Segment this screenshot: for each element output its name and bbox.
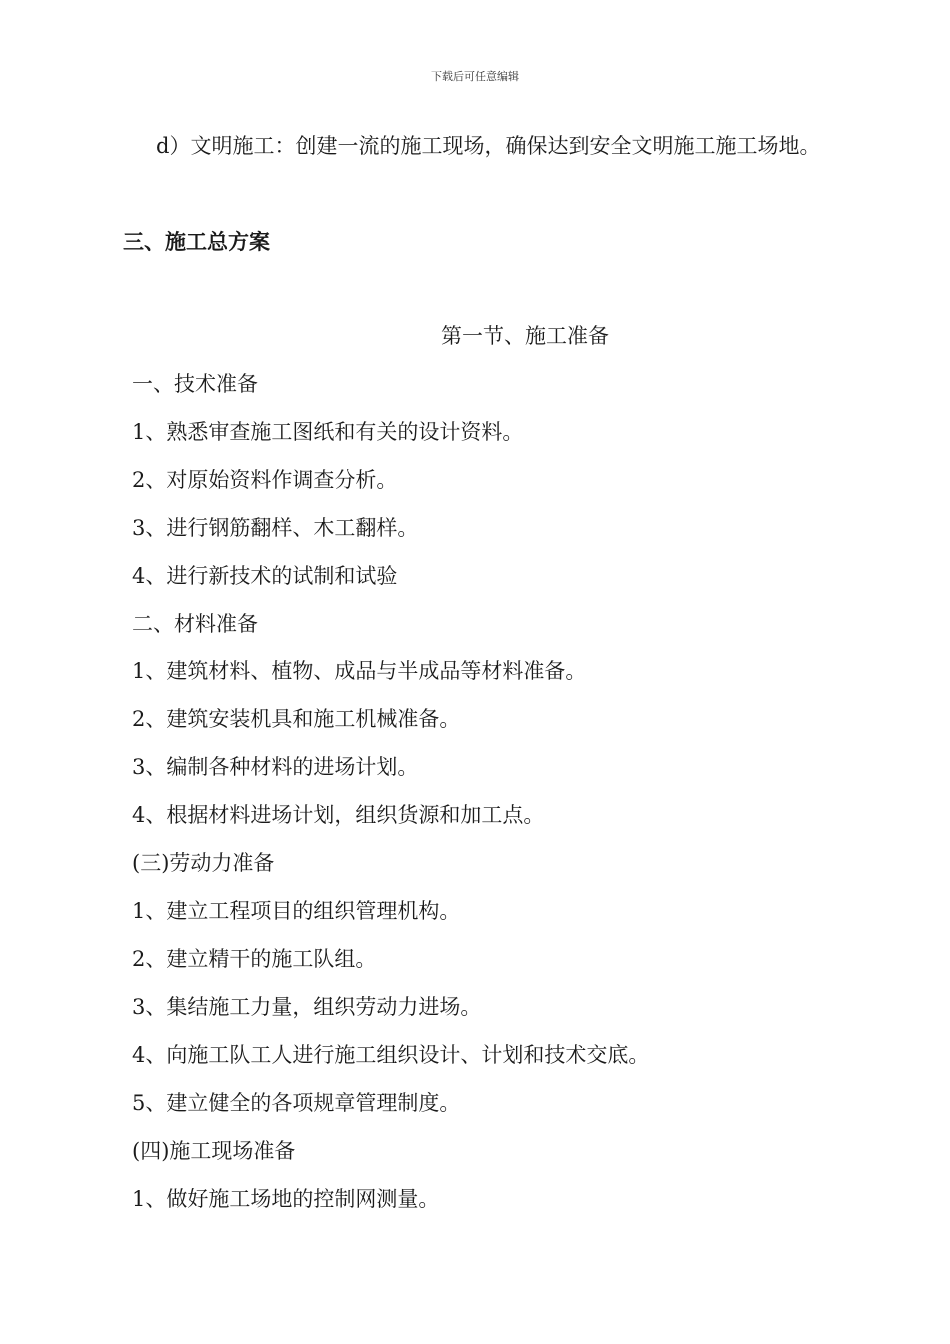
heading-material-prep: 二、材料准备 xyxy=(132,612,258,636)
list-item: 1、建立工程项目的组织管理机构。 xyxy=(132,899,461,923)
section-heading: 三、施工总方案 xyxy=(123,229,270,254)
list-item: 1、做好施工场地的控制网测量。 xyxy=(132,1187,440,1211)
list-item: 1、建筑材料、植物、成品与半成品等材料准备。 xyxy=(132,659,587,683)
subsection-title: 第一节、施工准备 xyxy=(441,324,609,348)
heading-site-prep: (四)施工现场准备 xyxy=(132,1139,296,1163)
list-item: 2、建筑安装机具和施工机械准备。 xyxy=(132,707,461,731)
list-item: 4、向施工队工人进行施工组织设计、计划和技术交底。 xyxy=(132,1043,650,1067)
heading-labor-prep: (三)劳动力准备 xyxy=(132,851,275,875)
list-item: 2、对原始资料作调查分析。 xyxy=(132,468,398,492)
list-item: 4、进行新技术的试制和试验 xyxy=(132,564,398,588)
list-item: 3、集结施工力量，组织劳动力进场。 xyxy=(132,995,482,1019)
list-item: 2、建立精干的施工队组。 xyxy=(132,947,377,971)
list-item: 1、熟悉审查施工图纸和有关的设计资料。 xyxy=(132,420,524,444)
list-item: 4、根据材料进场计划，组织货源和加工点。 xyxy=(132,803,545,827)
list-item: 3、编制各种材料的进场计划。 xyxy=(132,755,419,779)
list-item: 3、进行钢筋翻样、木工翻样。 xyxy=(132,516,419,540)
list-item: 5、建立健全的各项规章管理制度。 xyxy=(132,1091,461,1115)
intro-paragraph: d）文明施工：创建一流的施工现场，确保达到安全文明施工施工场地。 xyxy=(156,134,821,158)
heading-technical-prep: 一、技术准备 xyxy=(132,372,258,396)
header-note: 下载后可任意编辑 xyxy=(431,70,519,83)
